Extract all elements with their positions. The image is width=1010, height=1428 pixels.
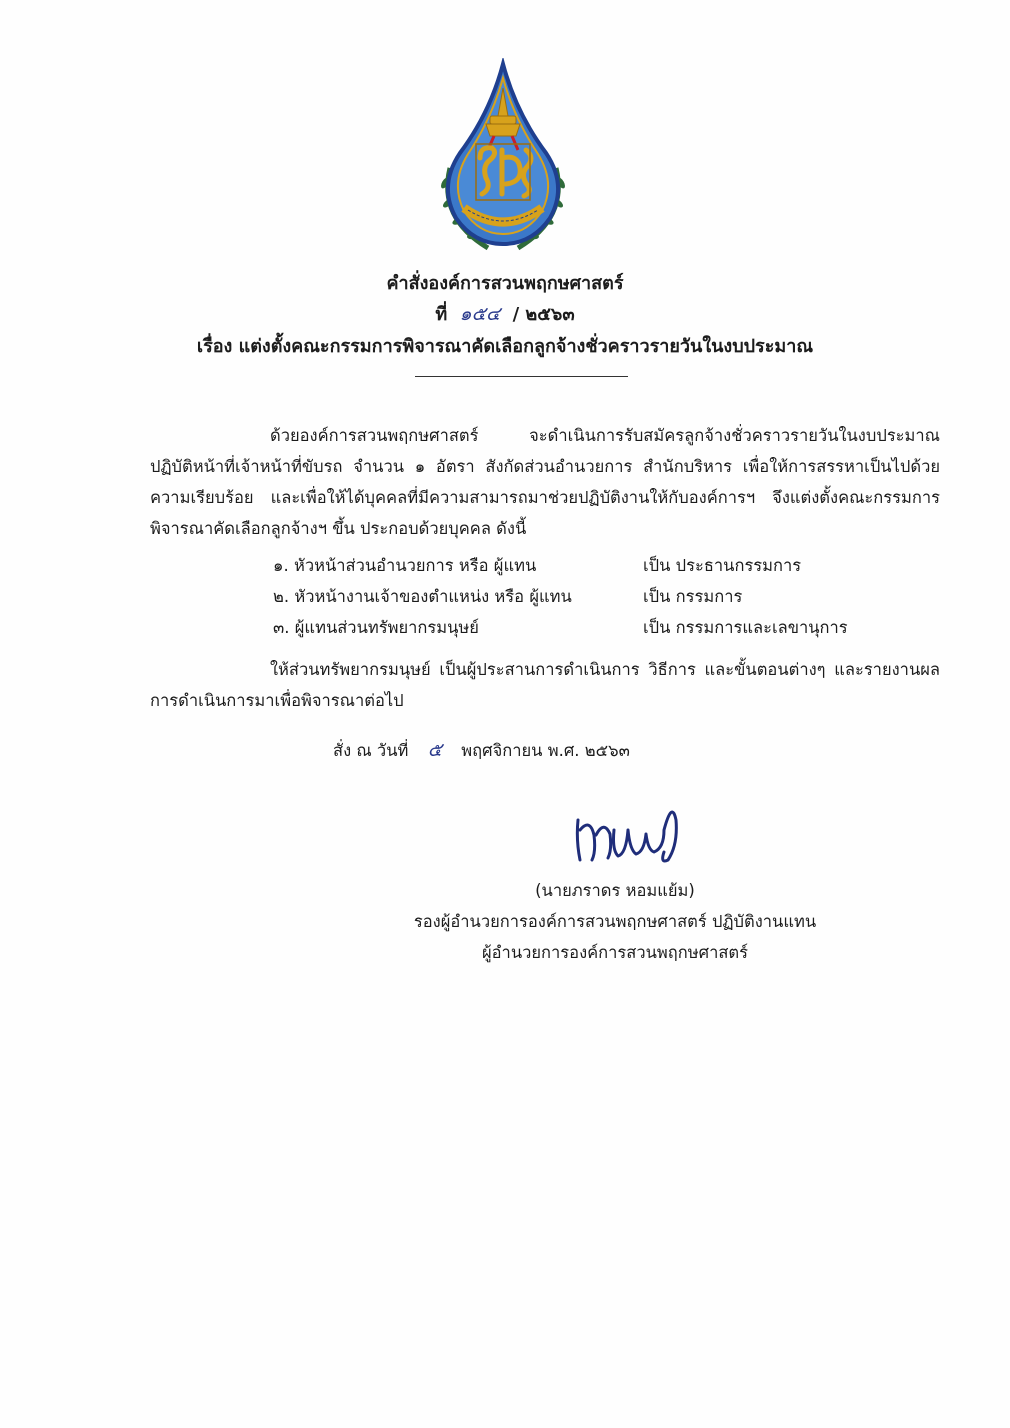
member-role: เป็น กรรมการ (643, 587, 743, 606)
order-number-prefix: ที่ (435, 304, 448, 325)
order-title: คำสั่งองค์การสวนพฤกษศาสตร์ (386, 273, 624, 294)
member-name: ๓. ผู้แทนส่วนทรัพยากรมนุษย์ (273, 618, 479, 637)
member-name: ๒. หัวหน้างานเจ้าของตำแหน่ง หรือ ผู้แทน (273, 587, 572, 606)
signatory-name: (นายภราดร หอมแย้ม) (535, 881, 695, 900)
order-number-suffix: / ๒๕๖๓ (512, 304, 575, 325)
title-divider (415, 376, 628, 377)
member-role: เป็น กรรมการและเลขานุการ (643, 618, 848, 637)
list-item (273, 612, 913, 643)
signatory-position: รองผู้อำนวยการองค์การสวนพฤกษศาสตร์ ปฏิบัติงานแทน (413, 912, 817, 931)
order-date (333, 735, 630, 766)
date-month-year: พฤศจิกายน พ.ศ. ๒๕๖๓ (461, 741, 630, 760)
body-paragraph-2: ให้ส่วนทรัพยากรมนุษย์ เป็นผู้ประสานการดำเนินการ วิธีการ และขั้นตอนต่างๆ และรายงานผลการดำเนินการมาเพื่อพิจารณาต่อไป (150, 660, 940, 710)
member-role: เป็น ประธานกรรมการ (643, 556, 802, 575)
list-item (273, 550, 913, 581)
order-subject: เรื่อง แต่งตั้งคณะกรรมการพิจารณาคัดเลือกลูกจ้างชั่วคราวรายวันในงบประมาณ (196, 336, 814, 357)
date-prefix: สั่ง ณ วันที่ (333, 741, 409, 760)
member-name: ๑. หัวหน้าส่วนอำนวยการ หรือ ผู้แทน (273, 556, 537, 575)
date-day-handwritten: ๕ (427, 739, 442, 761)
order-number (0, 299, 1010, 329)
signatory-position-2: ผู้อำนวยการองค์การสวนพฤกษศาสตร์ (481, 943, 749, 962)
order-number-handwritten: ๑๕๔ (459, 303, 501, 325)
signatory-block (380, 875, 850, 968)
list-item (273, 581, 913, 612)
organization-logo (428, 58, 578, 258)
committee-member-list (273, 550, 913, 643)
handwritten-signature (568, 790, 688, 870)
body-paragraph-1: ด้วยองค์การสวนพฤกษศาสตร์ จะดำเนินการรับสมัครลูกจ้างชั่วคราวรายวันในงบประมาณ ปฏิบัติหน้าที่เจ้าหน้าที่ขับรถ จำนวน ๑ อัตรา สังกัดส่วนอำนวยการ สำนักบริหาร เพื่อให้การสรรหาเป็นไปด้วยความเรียบร้อย และเพื่อให้ได้บุคคลที่มีความสามารถมาช่วยปฏิบัติงานให้กับองค์การฯ จึงแต่งตั้งคณะกรรมการพิจารณาคัดเลือกลูกจ้างฯ ขึ้น ประกอบด้วยบุคคล ดังนี้ (150, 426, 940, 538)
